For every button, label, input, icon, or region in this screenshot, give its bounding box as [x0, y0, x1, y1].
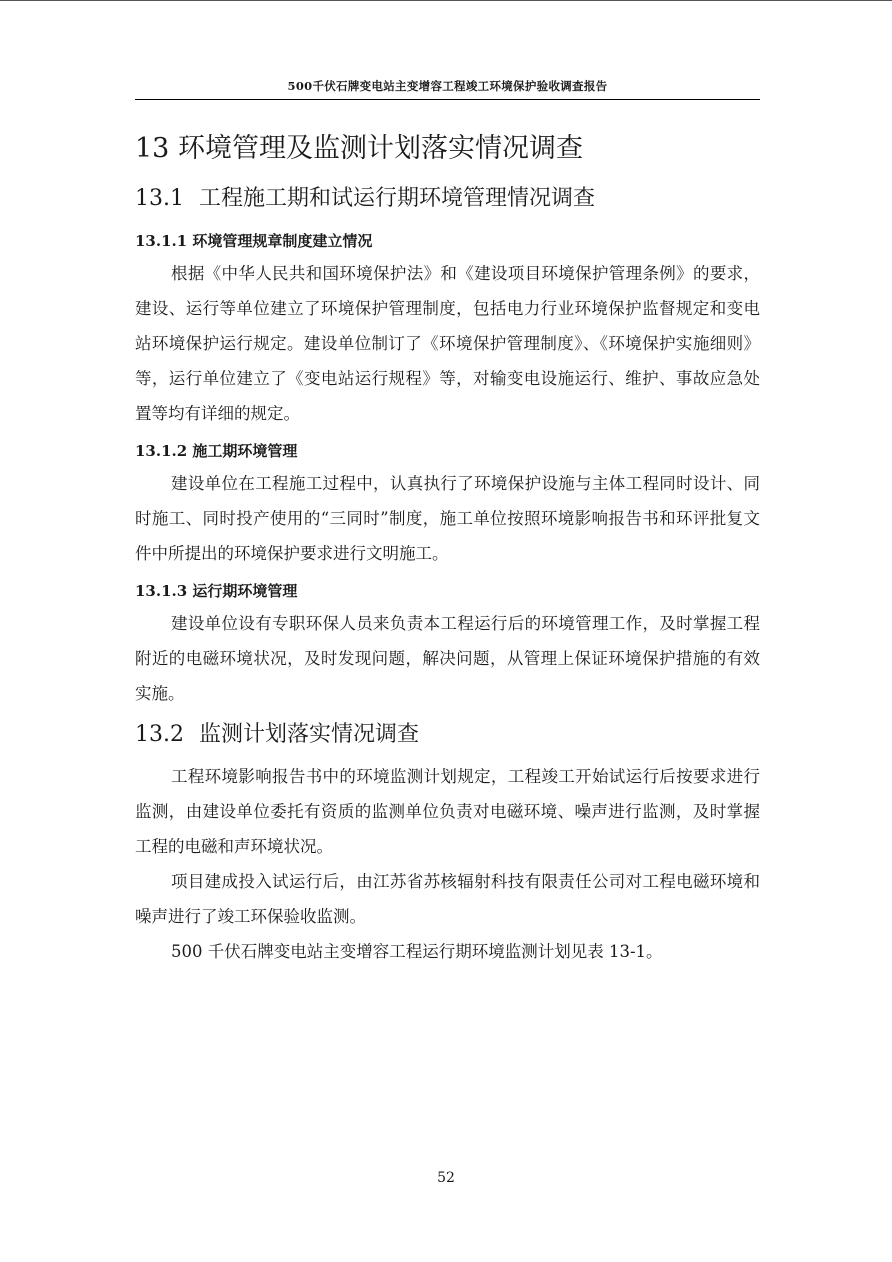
subsection-13-1-1-title: 13.1.1 环境管理规章制度建立情况: [135, 232, 373, 250]
page-number: 52: [437, 1170, 455, 1186]
section-13-2-title: 监测计划落实情况调查: [199, 722, 420, 747]
page-top-edge: [0, 0, 892, 1]
subsection-13-1-1-paragraph: 根据《中华人民共和国环境保护法》和《建设项目环境保护管理条例》的要求，建设、运行等单位建立了环境保护管理制度，包括电力行业环境保护监督规定和变电站环境保护运行规定。建设单位制订了《环境保护管理制度》、《环境保护实施细则》等，运行单位建立了《变电站运行规程》等，对输变电设施运行、维护、事故应急处置等均有详细的规定。: [135, 264, 760, 423]
header-rule: [135, 99, 760, 100]
subsection-13-1-2-title: 13.1.2 施工期环境管理: [135, 442, 298, 460]
section-13-1-number: 13.1: [135, 186, 184, 211]
section-13-2-paragraph-2: 项目建成投入试运行后，由江苏省苏核辐射科技有限责任公司对工程电磁环境和噪声进行了竣工环保验收监测。: [135, 872, 760, 926]
section-13-2-paragraph-1: 工程环境影响报告书中的环境监测计划规定，工程竣工开始试运行后按要求进行监测，由建设单位委托有资质的监测单位负责对电磁环境、噪声进行监测，及时掌握工程的电磁和声环境状况。: [135, 767, 760, 856]
subsection-13-1-2-paragraph: 建设单位在工程施工过程中，认真执行了环境保护设施与主体工程同时设计、同时施工、同时投产使用的“三同时”制度，施工单位按照环境影响报告书和环评批复文件中所提出的环境保护要求进行文明施工。: [135, 474, 760, 563]
section-13-1-heading: [135, 181, 595, 212]
subsection-13-1-3-paragraph: 建设单位设有专职环保人员来负责本工程运行后的环境管理工作，及时掌握工程附近的电磁环境状况，及时发现问题，解决问题，从管理上保证环境保护措施的有效实施。: [135, 614, 760, 703]
section-13-1-title: 工程施工期和试运行期环境管理情况调查: [199, 186, 596, 211]
subsection-13-1-3-title: 13.1.3 运行期环境管理: [135, 582, 298, 600]
chapter-title: 13 环境管理及监测计划落实情况调查: [135, 133, 583, 164]
section-13-2-heading: [135, 717, 419, 748]
running-header: 500千伏石牌变电站主变增容工程竣工环境保护验收调查报告: [287, 79, 608, 93]
section-13-2-paragraph-3: 500 千伏石牌变电站主变增容工程运行期环境监测计划见表 13-1。: [171, 942, 663, 961]
section-13-2-number: 13.2: [135, 722, 184, 747]
